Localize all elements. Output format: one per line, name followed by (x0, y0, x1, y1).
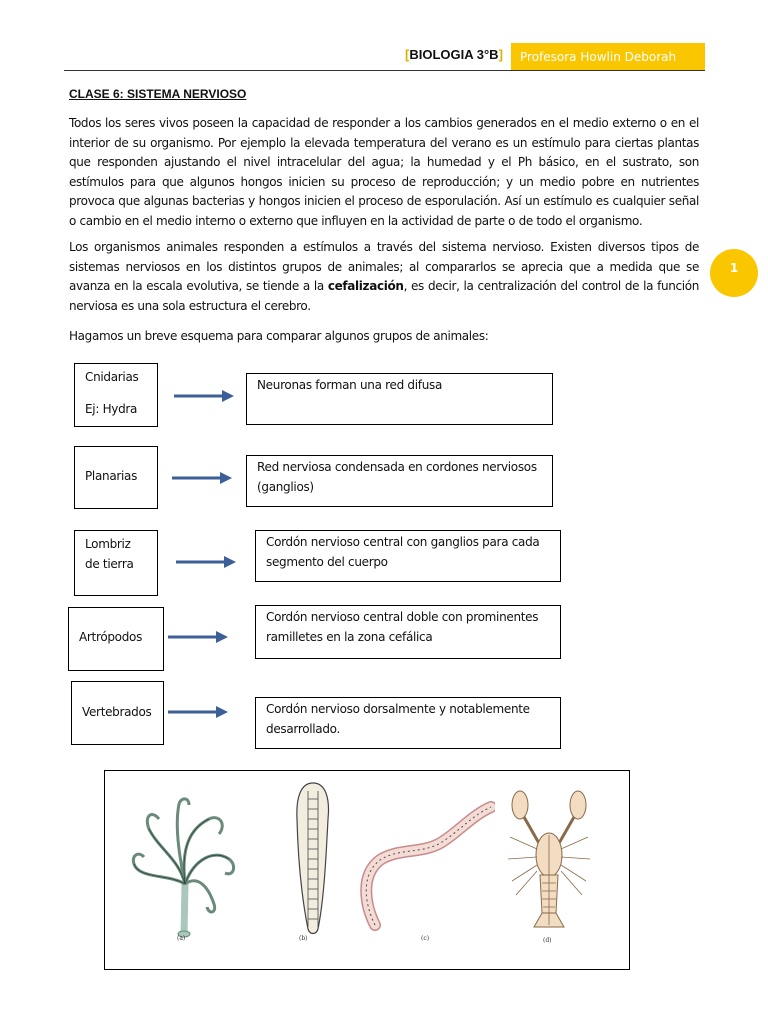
group-box-cnidarias (74, 363, 158, 427)
figure-label-b: (b) (299, 935, 308, 942)
paragraph-nervous-system: Los organismos animales responden a estímulos a través del sistema nervioso. Existen diversos tipos de sistemas nerviosos en los distintos grupos de animales; al compararlos se aprecia que a medida que se avanza en la escala evolutiva, se tiende a la cefalización, es decir, la centralización del control de la función nerviosa es una sola estructura el cerebro. (69, 240, 699, 313)
crayfish-illustration (500, 785, 600, 935)
group-box-planarias (74, 446, 158, 509)
description-text: Red nerviosa condensada en cordones nerviosos (ganglios) (257, 460, 537, 494)
arrow-icon (174, 389, 236, 403)
description-box (255, 530, 561, 582)
description-box (246, 373, 553, 425)
arrow-icon (168, 705, 230, 719)
paragraph-stimulus: Todos los seres vivos poseen la capacidad de responder a los cambios generados en el medio externo o en el interior de su organismo. Por ejemplo la elevada temperatura del verano es un estímulo para ciertas plantas que responden ajustando el nivel intracelular del agua; la humedad y el Ph básico, en el sustrato, son estímulos para que algunos hongos inicien su proceso de reproducción; y un medio pobre en nutrientes provoca que algunas bacterias y hongos inicien el proceso de esporulación. Así un estímulo es cualquier señal o cambio en el medio interno o externo que influyen en la actividad de parte o de todo el organismo. (69, 116, 699, 228)
arrow-icon (168, 630, 230, 644)
description-text: Cordón nervioso dorsalmente y notablemente desarrollado. (266, 702, 530, 736)
group-label: Vertebrados (82, 705, 152, 719)
description-box (255, 697, 561, 749)
teacher-label: Profesora Howlin Deborah (511, 43, 705, 70)
description-box (246, 455, 553, 507)
page-title: CLASE 6: SISTEMA NERVIOSO (69, 87, 247, 101)
group-example: Ej: Hydra (85, 401, 138, 416)
nervous-systems-figure (104, 770, 630, 970)
description-text: Cordón nervioso central con ganglios para cada segmento del cuerpo (266, 535, 540, 569)
group-box-lombriz (74, 530, 158, 596)
figure-label-c: (c) (421, 935, 430, 942)
group-label: Artrópodos (79, 630, 143, 644)
description-text: Cordón nervioso central doble con prominentes ramilletes en la zona cefálica (266, 610, 539, 644)
course-label: [BIOLOGIA 3°B] (405, 47, 503, 62)
arrow-icon (176, 555, 238, 569)
group-label: Cnidarias (85, 370, 139, 384)
figure-label-d: (d) (543, 937, 552, 944)
hydra-illustration (119, 789, 249, 939)
arrow-icon (172, 471, 234, 485)
keyword-cefalizacion: cefalización (327, 279, 404, 293)
group-box-artropodos (68, 607, 164, 671)
description-box (255, 605, 561, 659)
earthworm-illustration (355, 795, 495, 935)
description-text: Neuronas forman una red difusa (257, 378, 443, 392)
header-divider (64, 70, 705, 71)
group-box-vertebrados (71, 681, 164, 745)
planaria-illustration (288, 779, 338, 939)
page-number-badge: 1 (710, 249, 758, 297)
group-label: Lombriz de tierra (85, 537, 134, 571)
figure-label-a: (a) (177, 935, 186, 942)
paragraph-scheme-intro: Hagamos un breve esquema para comparar algunos grupos de animales: (69, 329, 489, 343)
group-label: Planarias (85, 469, 138, 483)
